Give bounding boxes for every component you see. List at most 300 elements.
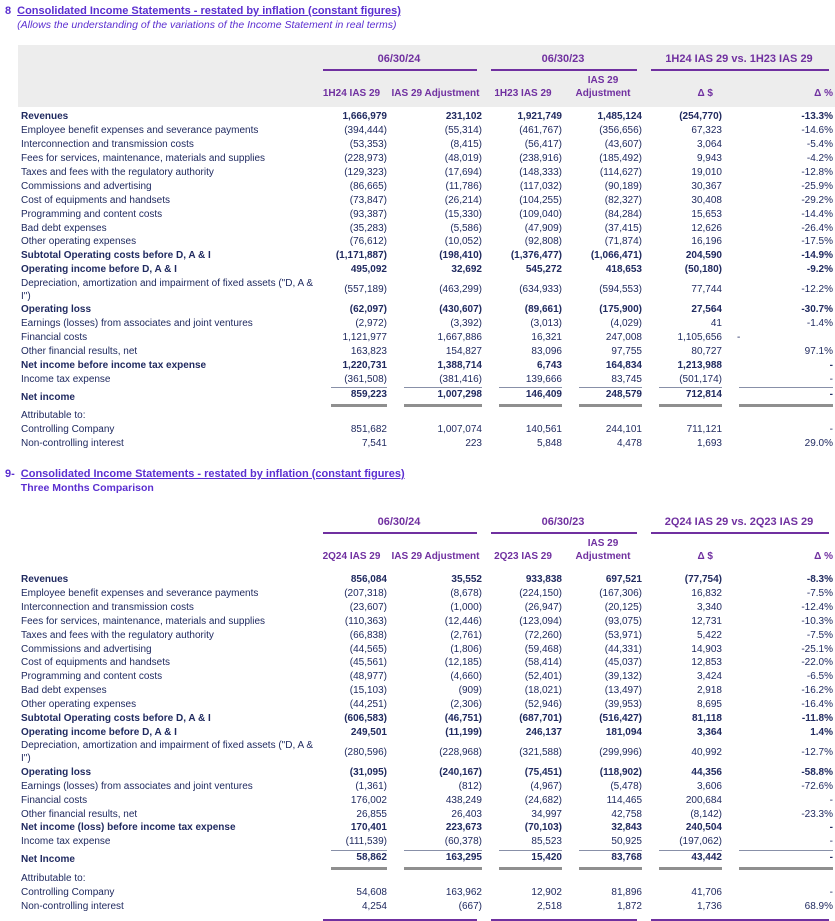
- table-row: [18, 138, 835, 152]
- cell-value: -25.9%: [801, 180, 833, 192]
- cell-value: (20,125): [604, 601, 642, 613]
- cell-value: 32,692: [451, 264, 482, 276]
- cell-value: 30,408: [691, 194, 722, 206]
- row-label: Subtotal Operating costs before D, A & I: [21, 250, 211, 262]
- underlined-value: 712,814: [659, 387, 722, 407]
- cell-value: 3,424: [696, 671, 722, 683]
- table-row: [18, 193, 835, 207]
- group-underline: [491, 532, 637, 534]
- cell-value: (117,032): [519, 180, 562, 192]
- cell-value: 50,925: [611, 836, 642, 848]
- cell-value: (381,416): [439, 373, 482, 385]
- row-label: Commissions and advertising: [21, 643, 152, 655]
- cell-value: 44,356: [691, 766, 722, 778]
- table-row: [18, 872, 835, 886]
- table-row: [18, 152, 835, 166]
- cell-value: 8,695: [696, 699, 722, 711]
- cell-value: (361,508): [344, 373, 387, 385]
- table-row: [18, 166, 835, 180]
- row-label: Depreciation, amortization and impairment of fixed assets ("D, A & I"): [21, 277, 314, 302]
- period-group-header: [483, 52, 643, 71]
- cell-value: 1,007,074: [437, 424, 482, 436]
- cell-value: (111,539): [345, 836, 387, 848]
- cell-value: (1,171,887): [335, 250, 387, 262]
- column-header: Δ %: [814, 550, 833, 562]
- cell-value: (109,040): [519, 208, 562, 220]
- cell-value: 249,501: [350, 726, 387, 738]
- cell-value: (461,767): [519, 125, 562, 137]
- column-header: 2Q23 IAS 29: [494, 550, 552, 562]
- cell-value: 933,838: [525, 574, 562, 586]
- cell-value: (129,323): [344, 167, 387, 178]
- cell-value: 223,673: [445, 822, 482, 834]
- group-underline: [491, 69, 637, 71]
- cell-value: 545,272: [525, 264, 562, 276]
- table-row: [18, 886, 835, 900]
- cell-value: (812): [458, 780, 482, 792]
- row-label: Cost of equipments and handsets: [21, 657, 170, 669]
- row-label: Net income: [21, 391, 75, 403]
- table-row: [18, 765, 835, 779]
- cell-value: (3,013): [530, 318, 562, 330]
- table-header: [18, 508, 835, 570]
- cell-value: (8,678): [450, 588, 482, 600]
- cell-value: (75,451): [524, 766, 562, 778]
- underlined-value: -: [739, 850, 833, 870]
- cell-value: 42,758: [611, 808, 642, 820]
- cell-value: 26,855: [356, 808, 387, 820]
- cell-value: -29.2%: [801, 194, 833, 206]
- row-label: Programming and content costs: [21, 671, 163, 683]
- cell-value: -: [829, 836, 833, 848]
- cell-value: 697,521: [605, 574, 642, 586]
- section-title-block: [21, 467, 405, 495]
- cell-value: (58,414): [524, 657, 562, 669]
- row-label: Employee benefit expenses and severance payments: [21, 125, 259, 137]
- row-label: Depreciation, amortization and impairment of fixed assets ("D, A & I"): [21, 740, 314, 765]
- cell-value: 16,321: [531, 331, 562, 343]
- cell-value: (3,392): [450, 318, 482, 330]
- cell-value: 27,564: [691, 304, 722, 316]
- table-row: [18, 249, 835, 263]
- cell-value: (52,946): [524, 699, 562, 711]
- income-statement-table-quarter: [18, 508, 835, 921]
- cell-value: -: [829, 887, 833, 899]
- cell-value: (48,019): [444, 153, 482, 165]
- table-row: [18, 628, 835, 642]
- cell-value: (11,199): [445, 726, 482, 738]
- table-row: [18, 409, 835, 423]
- cell-value: 163,962: [445, 887, 482, 899]
- row-label: Taxes and fees with the regulatory authority: [21, 167, 214, 178]
- cell-value: (48,977): [349, 671, 387, 683]
- row-label: Operating loss: [21, 766, 92, 778]
- row-label: Other operating expenses: [21, 236, 137, 248]
- period-group-header: [483, 515, 643, 534]
- cell-value: (2,972): [355, 318, 387, 330]
- row-label: Net income (loss) before income tax expense: [21, 822, 236, 834]
- cell-value: 19,010: [691, 167, 722, 178]
- cell-value: (31,095): [349, 766, 387, 778]
- table-row: [18, 235, 835, 249]
- cell-value: 7,541: [361, 438, 387, 450]
- underlined-value: 859,223: [331, 387, 387, 407]
- underlined-value: 43,442: [659, 850, 722, 870]
- cell-value: 4,478: [616, 438, 642, 450]
- cell-value: (280,596): [344, 746, 387, 758]
- underlined-value: 146,409: [499, 387, 562, 407]
- cell-value: (26,214): [444, 194, 482, 206]
- cell-value: (224,150): [519, 588, 562, 600]
- cell-value: 139,666: [525, 373, 562, 385]
- underlined-value: 1,007,298: [404, 387, 482, 407]
- cell-value: (26,947): [524, 601, 562, 613]
- cell-value: 16,832: [691, 588, 722, 600]
- cell-value: (18,021): [524, 685, 562, 697]
- cell-value: (39,953): [604, 699, 642, 711]
- cell-value: 1,485,124: [597, 111, 642, 123]
- row-label: Interconnection and transmission costs: [21, 139, 194, 151]
- cell-value: (12,185): [444, 657, 482, 669]
- column-header: 1H23 IAS 29: [494, 88, 552, 99]
- cell-value: 26,403: [451, 808, 482, 820]
- table-row: [18, 358, 835, 372]
- row-label: Net income before income tax expense: [21, 359, 207, 371]
- cell-value: -14.6%: [801, 125, 833, 137]
- table-row: [18, 179, 835, 193]
- table-body: [18, 110, 835, 451]
- cell-value: 41,706: [691, 887, 722, 899]
- cell-value: -: [829, 359, 833, 371]
- cell-value: (321,588): [519, 746, 562, 758]
- cell-value: 85,523: [531, 836, 562, 848]
- period-group-header: [315, 515, 483, 534]
- cell-value: -17.5%: [801, 236, 833, 248]
- underlined-value: 163,295: [404, 850, 482, 870]
- cell-value: (114,627): [599, 167, 642, 178]
- cell-value: (1,806): [450, 643, 482, 655]
- cell-value: 83,096: [531, 345, 562, 357]
- cell-value: (93,387): [349, 208, 387, 220]
- cell-value: -13.3%: [801, 111, 833, 123]
- cell-value: (2,761): [450, 629, 482, 641]
- cell-value: 35,552: [451, 574, 482, 586]
- cell-value: 181,094: [605, 726, 642, 738]
- cell-value: (123,094): [519, 615, 562, 627]
- table-row: [18, 387, 835, 407]
- group-underline: [651, 69, 829, 71]
- cell-value: 16,196: [691, 236, 722, 248]
- cell-value: 4,254: [361, 900, 387, 912]
- table-row: [18, 614, 835, 628]
- cell-value: (44,565): [349, 643, 387, 655]
- cell-value: [388, 387, 483, 407]
- cell-value: 247,008: [605, 331, 642, 343]
- cell-value: -12.4%: [801, 601, 833, 613]
- row-label: Revenues: [21, 574, 69, 586]
- cell-value: 851,682: [350, 424, 387, 436]
- cell-value: (13,497): [604, 685, 642, 697]
- cell-value: 163,823: [350, 345, 387, 357]
- cell-value: (23,607): [349, 601, 387, 613]
- cell-value: 81,896: [611, 887, 642, 899]
- cell-value: [483, 850, 563, 870]
- cell-value: 29.0%: [804, 438, 833, 450]
- cell-value: 438,249: [445, 794, 482, 806]
- period-group-label: 06/30/24: [377, 515, 421, 528]
- cell-value: 231,102: [445, 111, 482, 123]
- cell-value: (73,847): [349, 194, 387, 206]
- cell-value: (53,971): [604, 629, 642, 641]
- cell-value: (148,333): [519, 167, 562, 178]
- table-row: [18, 850, 835, 870]
- cell-value: (4,967): [530, 780, 562, 792]
- row-label: Interconnection and transmission costs: [21, 601, 194, 613]
- row-label: Controlling Company: [21, 424, 115, 436]
- cell-value: [315, 850, 388, 870]
- cell-value: -12.2%: [801, 284, 833, 296]
- cell-value: 80,727: [691, 345, 722, 357]
- cell-value: -: [829, 424, 833, 436]
- cell-value: (53,353): [349, 139, 387, 151]
- cell-value: 1,666,979: [342, 111, 387, 123]
- section-title: Consolidated Income Statements - restated by inflation (constant figures): [20, 467, 405, 480]
- cell-value: (93,075): [604, 615, 642, 627]
- cell-value: (44,251): [349, 699, 387, 711]
- cell-value: (77,754): [684, 574, 722, 586]
- cell-value: (254,770): [679, 111, 722, 123]
- cell-value: 34,997: [531, 808, 562, 820]
- row-label: Other operating expenses: [21, 699, 137, 711]
- row-label: Controlling Company: [21, 887, 115, 899]
- cell-value: 3,606: [696, 780, 722, 792]
- cell-value: 77,744: [691, 284, 722, 296]
- cell-value: 140,561: [525, 424, 562, 436]
- table-row: [18, 670, 835, 684]
- cell-value: (62,097): [349, 304, 387, 316]
- cell-value: 1,388,714: [437, 359, 482, 371]
- cell-value: (60,378): [444, 836, 482, 848]
- cell-value: 81,118: [691, 713, 722, 725]
- table-row: [18, 207, 835, 221]
- cell-value: (501,174): [679, 373, 722, 385]
- cell-value: 1,872: [616, 900, 642, 912]
- report-page: [0, 4, 835, 921]
- table-header: [18, 45, 835, 107]
- cell-value: (198,410): [439, 250, 482, 262]
- cell-value: 2,518: [536, 900, 562, 912]
- table-row: [18, 573, 835, 587]
- column-header: Δ $: [697, 550, 713, 562]
- row-label: Other financial results, net: [21, 345, 138, 357]
- cell-value: (15,330): [444, 208, 482, 220]
- cell-value: (197,062): [679, 836, 722, 848]
- period-group-header: [643, 515, 835, 534]
- header-spacer: [18, 74, 315, 100]
- row-label: Bad debt expenses: [21, 685, 107, 697]
- table-row: [18, 698, 835, 712]
- row-label: Net Income: [21, 854, 75, 866]
- section-8-heading: [0, 4, 835, 32]
- cell-value: -30.7%: [801, 304, 833, 316]
- table-row: [18, 423, 835, 437]
- cell-value: 164,834: [605, 359, 642, 371]
- section-title-block: [17, 4, 401, 32]
- cell-value: (228,968): [439, 746, 482, 758]
- cell-value: (185,492): [599, 153, 642, 165]
- cell-value: (45,037): [604, 657, 642, 669]
- period-group-label: 2Q24 IAS 29 vs. 2Q23 IAS 29: [664, 515, 814, 528]
- cell-value: -14.9%: [801, 250, 833, 262]
- row-label: Employee benefit expenses and severance payments: [21, 588, 259, 600]
- period-group-label: 06/30/23: [541, 53, 585, 65]
- cell-value: (45,561): [349, 657, 387, 669]
- cell-value: -8.3%: [806, 574, 833, 586]
- cell-value: [563, 387, 643, 407]
- section-title: Consolidated Income Statements - restated by inflation (constant figures): [17, 5, 401, 17]
- cell-value: -5.4%: [806, 139, 833, 151]
- column-header-row: [18, 74, 835, 100]
- cell-value: (47,909): [524, 222, 562, 234]
- cell-value: [723, 850, 835, 870]
- cell-value: [483, 387, 563, 407]
- row-label: Non-controlling interest: [21, 900, 124, 912]
- cell-value: 68.9%: [804, 900, 833, 912]
- table-row: [18, 124, 835, 138]
- header-spacer: [18, 537, 315, 563]
- cell-value: -23.3%: [801, 808, 833, 820]
- cell-value: 12,731: [691, 615, 722, 627]
- cell-value: (118,902): [599, 766, 642, 778]
- cell-value: (92,808): [524, 236, 562, 248]
- cell-value: 200,684: [685, 794, 722, 806]
- cell-value: -12.8%: [801, 167, 833, 178]
- cell-value: (86,665): [349, 180, 387, 192]
- cell-value: (55,314): [444, 125, 482, 137]
- cell-value: -12.7%: [801, 746, 833, 758]
- cell-value: 176,002: [350, 794, 387, 806]
- row-label: Fees for services, maintenance, materials and supplies: [21, 153, 266, 165]
- cell-value: (557,189): [344, 284, 387, 296]
- cell-value: 1,213,988: [677, 359, 722, 371]
- cell-value: (516,427): [599, 713, 642, 725]
- row-label: Financial costs: [21, 331, 88, 343]
- cell-value: (17,694): [444, 167, 482, 178]
- cell-value: (228,973): [344, 153, 387, 165]
- cell-value: (238,916): [519, 153, 562, 165]
- cell-value: 3,340: [696, 601, 722, 613]
- row-label: Attributable to:: [21, 410, 86, 422]
- cell-value: (4,660): [450, 671, 482, 683]
- cell-value: -14.4%: [801, 208, 833, 220]
- row-label: Operating income before D, A & I: [21, 726, 177, 738]
- cell-value: -1.4%: [806, 318, 833, 330]
- column-header: IAS 29 Adjustment: [575, 537, 631, 562]
- cell-value: (82,327): [604, 194, 642, 206]
- table-row: [18, 807, 835, 821]
- cell-value: 5,848: [536, 438, 562, 450]
- cell-value: -25.1%: [801, 643, 833, 655]
- cell-value: (37,415): [604, 222, 642, 234]
- cell-value: -: [737, 331, 741, 343]
- cell-value: 40,992: [691, 746, 722, 758]
- cell-value: 1,693: [696, 438, 722, 450]
- cell-value: [643, 387, 723, 407]
- table-row: [18, 277, 835, 303]
- cell-value: (10,052): [444, 236, 482, 248]
- cell-value: (90,189): [604, 180, 642, 192]
- cell-value: -: [829, 822, 833, 834]
- cell-value: 114,465: [606, 794, 642, 806]
- cell-value: (89,661): [524, 304, 562, 316]
- cell-value: 204,590: [685, 250, 722, 262]
- row-label: Cost of equipments and handsets: [21, 194, 170, 206]
- cell-value: 12,626: [691, 222, 722, 234]
- cell-value: [563, 850, 643, 870]
- table-row: [18, 437, 835, 451]
- table-row: [18, 712, 835, 726]
- cell-value: (46,751): [444, 713, 482, 725]
- row-label: Non-controlling interest: [21, 438, 124, 450]
- period-group-label: 06/30/23: [541, 515, 585, 528]
- cell-value: 3,364: [696, 726, 722, 738]
- cell-value: (2,306): [450, 699, 482, 711]
- column-header: IAS 29 Adjustment: [391, 88, 480, 99]
- row-label: Earnings (losses) from associates and joint ventures: [21, 318, 253, 330]
- column-header: 1H24 IAS 29: [322, 88, 381, 99]
- cell-value: (15,103): [349, 685, 387, 697]
- next-table-rule: [18, 916, 835, 921]
- row-label: Bad debt expenses: [21, 222, 107, 234]
- cell-value: (299,996): [599, 746, 642, 758]
- underlined-value: -: [739, 387, 833, 407]
- section-number: 9-: [5, 467, 15, 480]
- row-label: Taxes and fees with the regulatory authority: [21, 629, 214, 641]
- column-header: Δ $: [697, 88, 713, 99]
- cell-value: 97,755: [611, 345, 642, 357]
- row-label: Commissions and advertising: [21, 180, 152, 192]
- cell-value: 1,121,977: [342, 331, 387, 343]
- period-group-header: [643, 52, 835, 71]
- table-row: [18, 303, 835, 317]
- table-row: [18, 900, 835, 914]
- underlined-value: 58,862: [331, 850, 387, 870]
- cell-value: (430,607): [439, 304, 482, 316]
- cell-value: (1,361): [355, 780, 387, 792]
- cell-value: -: [829, 373, 833, 385]
- cell-value: (1,000): [450, 601, 482, 613]
- cell-value: 12,902: [531, 887, 562, 899]
- group-underline: [651, 532, 829, 534]
- section-subtitle: (Allows the understanding of the variations of the Income Statement in real terms): [17, 19, 397, 31]
- cell-value: (667): [458, 900, 482, 912]
- row-label: Attributable to:: [21, 873, 86, 885]
- cell-value: (70,103): [524, 822, 562, 834]
- cell-value: (207,318): [344, 588, 387, 600]
- cell-value: -7.5%: [806, 588, 833, 600]
- cell-value: (59,468): [524, 643, 562, 655]
- cell-value: [315, 387, 388, 407]
- cell-value: (606,583): [344, 713, 387, 725]
- cell-value: (110,363): [344, 615, 387, 627]
- cell-value: -10.3%: [801, 615, 833, 627]
- period-group-row: [18, 515, 835, 534]
- period-group-label: 06/30/24: [377, 53, 421, 65]
- cell-value: (167,306): [599, 588, 642, 600]
- group-underline: [323, 532, 477, 534]
- table-row: [18, 263, 835, 277]
- group-underline: [323, 69, 477, 71]
